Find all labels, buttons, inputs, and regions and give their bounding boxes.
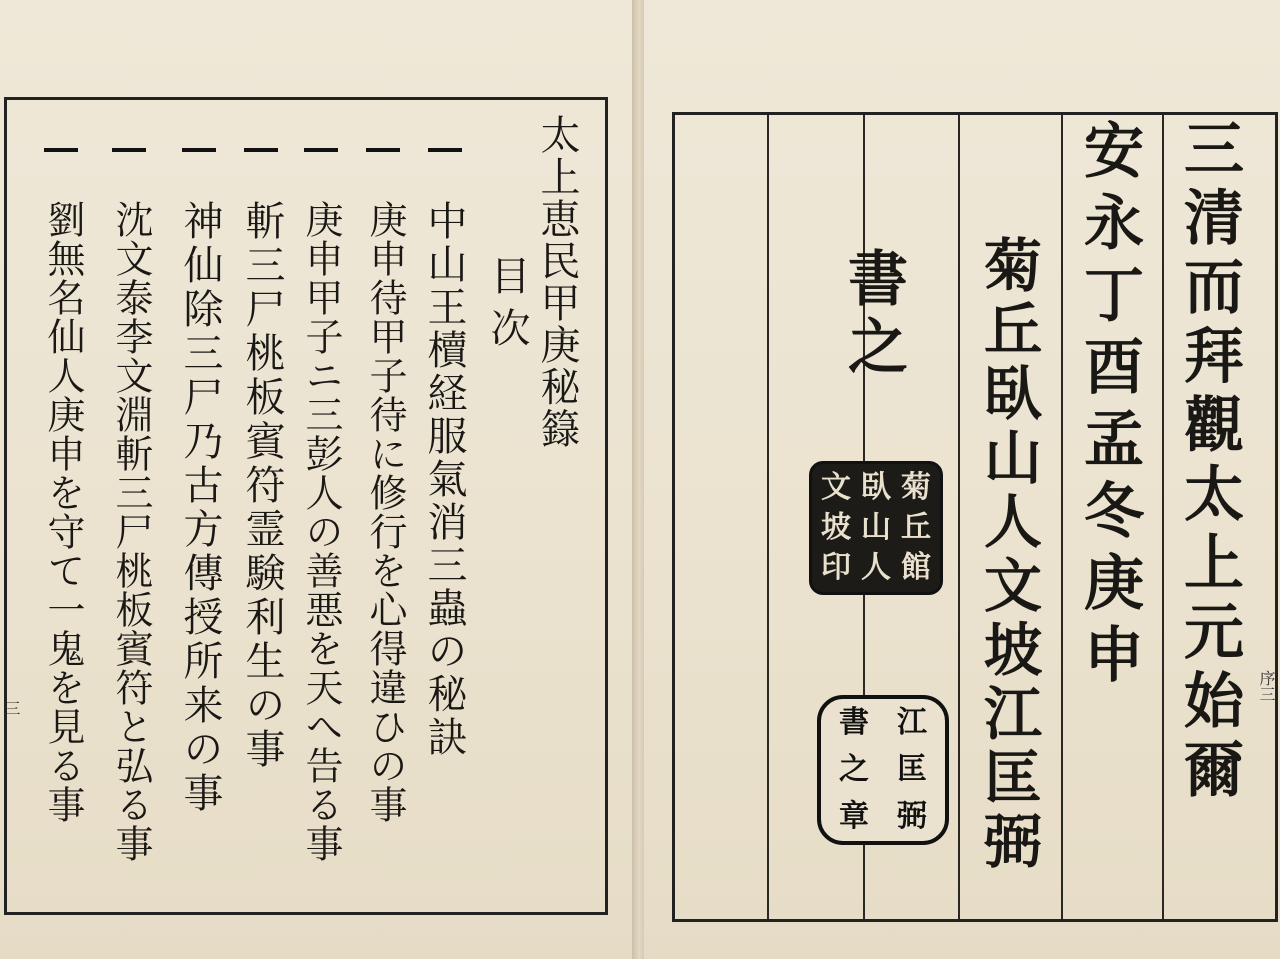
seal-glyph: 丘 — [901, 510, 931, 545]
item-bullet — [112, 148, 146, 152]
contents-item: 中山王櫝経服氣消三蟲の秘訣 — [421, 200, 467, 759]
seal-glyph: 江 — [897, 705, 927, 741]
seal-glyph: 章 — [839, 798, 869, 834]
seal-glyph: 臥 — [861, 470, 891, 505]
seal-glyph: 菊 — [901, 470, 931, 505]
seal-glyph: 匡 — [897, 751, 927, 787]
ruled-line — [767, 115, 769, 919]
table-of-contents-heading: 目次 — [484, 255, 530, 359]
item-bullet — [304, 148, 338, 152]
contents-item: 沈文泰李文淵斬三尸桃板賓符と弘る事 — [109, 200, 153, 863]
preface-column: 三清而拜觀太上元始爾 — [1174, 117, 1244, 807]
ruled-line — [1162, 115, 1164, 919]
contents-item: 庚申待甲子待に修行を心得違ひの事 — [363, 200, 407, 824]
seal-glyph: 弼 — [897, 798, 927, 834]
item-bullet — [44, 148, 78, 152]
contents-item: 劉無名仙人庚申を守て一鬼を見る事 — [41, 200, 85, 824]
preface-column: 菊丘臥山人文坡江匡弼 — [974, 235, 1042, 875]
book-title: 太上恵民甲庚秘籙 — [534, 114, 580, 450]
item-bullet — [244, 148, 278, 152]
seal-glyph: 書 — [839, 705, 869, 741]
contents-item: 斬三尸桃板賓符霊験利生の事 — [239, 200, 285, 772]
right-page-frame — [672, 112, 1278, 922]
contents-item: 神仙除三尸乃古方傳授所来の事 — [177, 200, 223, 816]
ruled-line — [1061, 115, 1063, 919]
item-bullet — [428, 148, 462, 152]
seal-glyph: 之 — [839, 751, 869, 787]
seal-glyph: 人 — [861, 550, 891, 585]
ruled-line — [958, 115, 960, 919]
item-bullet — [366, 148, 400, 152]
preface-column: 書之 — [838, 247, 908, 383]
seal-stamp-lower — [817, 695, 949, 845]
contents-item: 庚申甲子ニ三彭人の善悪を天へ告る事 — [299, 200, 343, 863]
page-folio: 三 — [2, 700, 21, 716]
seal-glyph: 山 — [861, 510, 891, 545]
left-page — [0, 0, 636, 959]
seal-glyph: 館 — [901, 550, 931, 585]
seal-glyph: 坡 — [821, 510, 851, 545]
seal-glyph: 印 — [821, 550, 851, 585]
item-bullet — [182, 148, 216, 152]
page-folio: 序三 — [1257, 670, 1276, 702]
preface-column: 安永丁酉孟冬庚申 — [1074, 119, 1144, 695]
seal-glyph: 文 — [821, 470, 851, 505]
seal-stamp-upper — [809, 461, 943, 595]
